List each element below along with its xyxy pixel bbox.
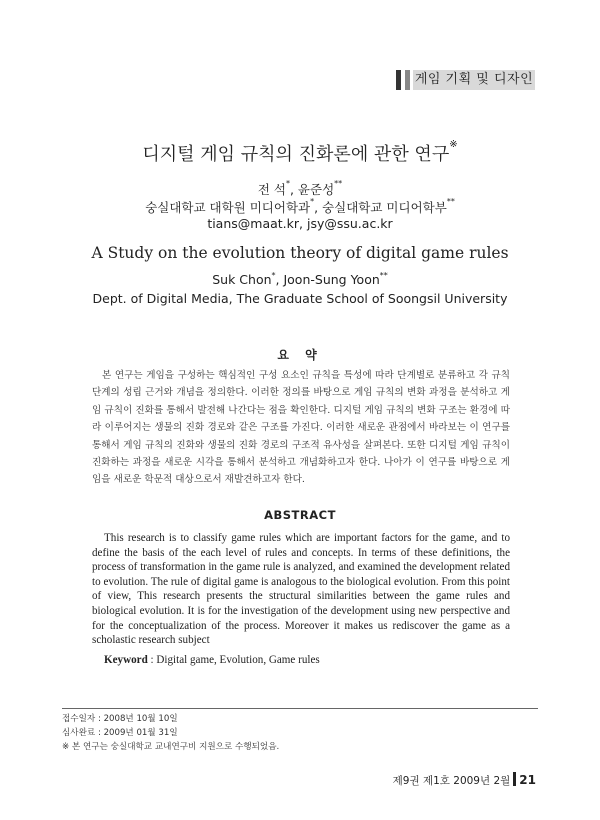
header-bar-left [396, 70, 401, 90]
keyword-label: Keyword [104, 654, 148, 666]
footnote-divider [62, 708, 538, 709]
section-label: 게임 기획 및 디자인 [413, 70, 535, 90]
affiliation1-kr: 숭실대학교 대학원 미디어학과 [145, 200, 311, 215]
author-separator-kr: , [289, 182, 298, 197]
author1-mark-kr: * [285, 179, 290, 188]
author2-name-en: Joon-Sung Yoon [283, 272, 380, 287]
author-separator-en: , [275, 272, 284, 287]
paper-title-text: 디지털 게임 규칙의 진화론에 관한 연구 [142, 144, 450, 165]
authors-kr [0, 180, 600, 198]
affiliation2-kr: 숭실대학교 미디어학부 [322, 200, 447, 215]
authors-en [0, 272, 600, 287]
author2-name-kr: 윤준성 [297, 182, 335, 197]
abstract-body: This research is to classify game rules which are important factors for the game, and to define the basis of the each level of rules and concepts. In terms of these definitions, the process of transformation in the game rule is analyzed, and examined the development related to evolution. The rule of digital game is analogous to the biological evolution. From this point of view, This research presents the structural similarities between the game rules and biological evolution. It is for the investigation of the development using new perspective and for the conceptualization of the process. Moreover it makes us rediscover the game as a scholastic research subject [92, 532, 510, 647]
paper-title-kr [0, 140, 600, 166]
summary-body-kr: 본 연구는 게임을 구성하는 핵심적인 구성 요소인 규칙을 특성에 따라 단계별로 분류하고 각 규칙 단계의 성립 근거와 개념을 정의한다. 이러한 정의를 바탕으로 게임 규칙의 변화 과정을 분석하고 게임 규칙이 진화를 통해서 발전해 나간다는 점을 확인한다. 디지털 게임 규칙의 변화 구조는 환경에 따라 이루어지는 생물의 진화 경로와 같은 구조를 가진다. 이러한 새로운 관점에서 바라보는 이 연구를 통해서 게임 규칙의 진화와 생물의 진화 경로의 구조적 유사성을 살펴본다. 또한 디지털 게임 규칙이 진화하는 과정을 새로운 시각을 통해서 분석하고 개념화하고자 한다. 나아가 이 연구를 바탕으로 게임을 새로운 학문적 대상으로서 재발견하고자 한다. [92, 370, 510, 486]
footnote-accepted: 심사완료 : 2009년 01월 31일 [62, 728, 178, 738]
summary-heading-kr: 요 약 [277, 348, 323, 362]
title-footnote-mark: ※ [449, 139, 458, 150]
author2-mark-en: ** [379, 271, 388, 280]
keyword-separator: : [147, 654, 157, 666]
keywords [104, 654, 320, 666]
author1-mark-en: * [271, 271, 276, 280]
keyword-values: Digital game, Evolution, Game rules [156, 654, 320, 666]
affiliation2-mark-kr: ** [446, 197, 455, 206]
affiliation-kr [0, 198, 600, 216]
footnote-funding: ※ 본 연구는 숭실대학교 교내연구비 지원으로 수행되었음. [62, 742, 280, 752]
author1-name-en: Suk Chon [212, 272, 272, 287]
affiliation-en: Dept. of Digital Media, The Graduate School of Soongsil University [92, 291, 508, 306]
author2-mark-kr: ** [334, 179, 343, 188]
paper-title-en: A Study on the evolution theory of digital game rules [91, 244, 509, 262]
author1-name-kr: 전 석 [257, 182, 286, 197]
journal-issue: 제9권 제1호 2009년 2월 [392, 775, 511, 787]
page-footer-bar [513, 772, 516, 786]
abstract-heading: ABSTRACT [264, 508, 336, 522]
author-emails: tians@maat.kr, jsy@ssu.ac.kr [207, 216, 393, 231]
header-bar-right [405, 70, 410, 90]
footnote-received: 접수일자 : 2008년 10월 10일 [62, 714, 178, 724]
page-number: 21 [519, 773, 536, 787]
page-footer [380, 772, 536, 788]
affiliation1-mark-kr: * [310, 197, 315, 206]
affiliation-separator-kr: , [314, 200, 323, 215]
